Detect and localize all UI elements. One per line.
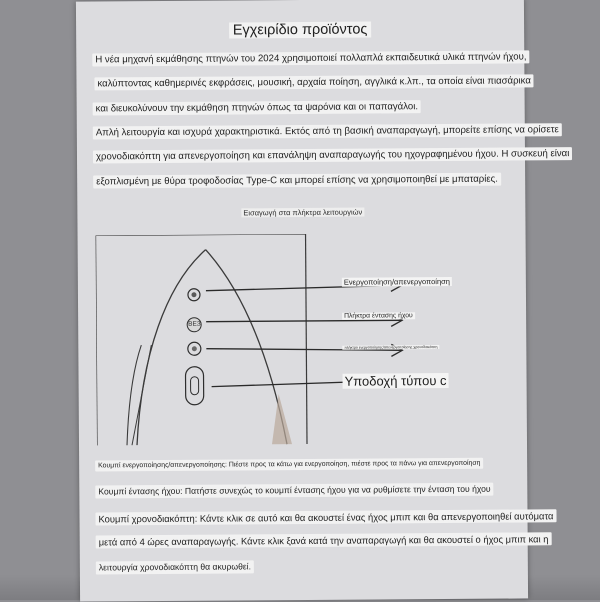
device-illustration [96,233,517,451]
intro-line-6: εξοπλισμένη με θύρα τροφοδοσίας Type-C και μπορεί επίσης να χρησιμοποιηθεί με μπαταρίες. [93,173,501,189]
instruction-volume: Κουμπί έντασης ήχου: Πατήστε συνεχώς το κουμπί έντασης ήχου για να ρυθμίσετε την ένταση του ήχου [95,483,493,499]
page-title: Εγχειρίδιο προϊόντος [76,20,524,39]
volume-arrow [206,320,401,321]
instruction-power: Κουμπί ενεργοποίησης/απενεργοποίησης: Πιέστε προς τα κάτω για ενεργοποίηση, πιέστε προς τα πάνω για απενεργοποίηση [95,458,483,472]
instruction-timer-1: Κουμπί χρονοδιακόπτη: Κάντε κλικ σε αυτό και θα ακουστεί ένας ήχος μπιπ και θα απενεργοποιηθεί αυτόματα [95,509,556,525]
button-mark: ВЕЗ [188,320,201,328]
intro-line-1: Η νέα μηχανή εκμάθησης πτηνών του 2024 χρησιμοποιεί πολλαπλά εκπαιδευτικά υλικά πτηνών ήχου, [92,50,529,66]
function-keys-diagram [96,233,517,451]
intro-line-5: χρονοδιακόπτη για απενεργοποίηση και επανάληψη αναπαραγωγής του ηχογραφημένου ήχου. Η συσκευή είναι [93,147,572,163]
intro-line-2: καλύπτοντας καθημερινές εκφράσεις, μουσική, αρχαία ποίηση, αγγλικά κ.λπ., τα οποία είναι πιασάρικα [94,74,534,90]
manual-page [76,0,570,602]
label-usb: Υποδοχή τύπου c [344,372,447,389]
intro-line-4: Απλή λειτουργία και ισχυρά χαρακτηριστικά. Εκτός από τη βασική αναπαραγωγή, μπορείτε επίσης να ορίσετε [93,123,562,139]
timer-button [188,342,201,355]
intro-line-3: και διευκολύνουν την εκμάθηση πτηνών όπως τα ψαρόνια και οι παπαγάλοι. [93,100,421,115]
label-volume: Πλήκτρα έντασης ήχου [344,312,413,320]
label-timer: πλήκτρο ενεργοποίησης/απενεργοποίησης χρονοδιακόπτη [344,345,438,350]
power-button [188,289,200,301]
label-power: Ενεργοποίηση/απενεργοποίηση [343,276,450,287]
instruction-timer-3: λειτουργία χρονοδιακόπτη θα ακυρωθεί. [96,560,254,574]
type-c-port [185,367,203,405]
diagram-caption: Εισαγωγή στα πλήκτρα λειτουργιών [243,207,363,218]
instruction-timer-2: μετά από 4 ώρες αναπαραγωγής. Κάντε κλικ ξανά κατά την αναπαραγωγή και θα ακουστεί ο ήχος μπιπ και η [96,532,552,548]
